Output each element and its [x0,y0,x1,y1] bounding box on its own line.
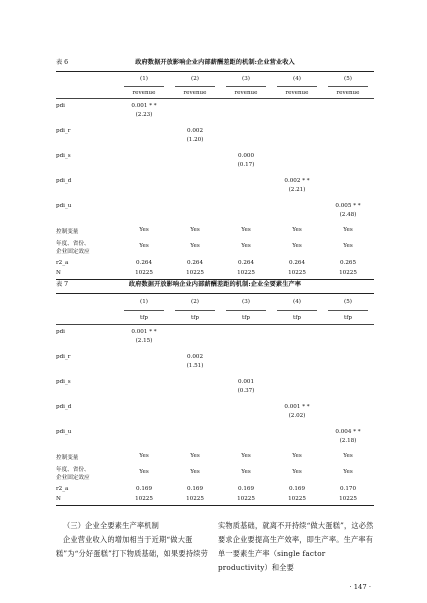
column-label: (3) [242,299,250,305]
row-label: pdi [56,329,65,335]
cell: 10225 [288,496,306,502]
table-6-caption [56,57,374,69]
row-label: 控制变量 [56,455,79,461]
cell: Yes [190,227,200,233]
cell: 0.264 [186,260,203,266]
t-statistic: (2.02) [288,413,306,419]
page-number: · 147 · [349,583,371,591]
table-row [56,174,374,199]
cell: Yes [139,453,149,459]
depvar-label: tfp [140,315,148,321]
cell: 0.265 [339,260,356,266]
paragraph-line: 实物质基础，就离不开持续“做大蛋糕”，这必然 [218,521,374,530]
cell: Yes [343,227,353,233]
t-statistic: (2.15) [135,338,153,344]
row-label: 年度、省份、 [56,467,90,473]
cell: 0.169 [237,486,254,492]
depvar-label: tfp [293,315,301,321]
coefficient: 0.004 * * [335,429,361,435]
depvar-label: revenue [132,90,156,96]
t-statistic: (1.51) [186,363,204,369]
coefficient: 0.001 * * [131,329,157,335]
table-6-r2-row [56,258,374,269]
column-label: (5) [344,299,352,305]
table-row [56,199,374,224]
table-7-n-row [56,495,374,505]
table-7-title: 政府数据开放影响企业内部薪酬差距的机制:企业全要素生产率 [128,281,302,288]
cell: 10225 [135,270,153,276]
row-label: pdi_r [56,354,71,360]
cell: Yes [241,453,251,459]
paragraph-line: 单一要素生产率（single factor productivity）和全要 [218,549,326,572]
cell: 0.264 [288,260,305,266]
cell: Yes [139,227,149,233]
cell: Yes [343,469,353,475]
section-heading: （三）企业全要素生产率机制 [63,521,160,530]
cell: 10225 [135,496,153,502]
depvar-label: revenue [336,90,360,96]
depvar-label: revenue [285,90,309,96]
table-6-depvar-row [56,87,374,98]
coefficient: 0.002 * * [284,178,310,184]
row-label: 控制变量 [56,229,79,235]
table-row [56,400,374,425]
body-text-left-column [56,519,208,561]
table-row [56,149,374,174]
t-statistic: (2.21) [288,187,306,193]
cell: 0.169 [288,486,305,492]
depvar-label: tfp [242,315,250,321]
t-statistic: (0.37) [237,388,255,394]
cell: Yes [292,227,302,233]
table-row [56,350,374,375]
table-row [56,425,374,450]
cell: Yes [343,243,353,249]
row-label: 年度、省份、 [56,241,90,247]
row-label: r2_a [56,260,69,266]
t-statistic: (2.48) [339,212,357,218]
table-7-depvar-row [56,311,374,324]
cell: 10225 [237,270,255,276]
table-7-number: 表 7 [56,281,69,288]
cell: Yes [241,227,251,233]
column-label: (5) [344,76,352,82]
coefficient: 0.000 [237,153,254,159]
t-statistic: (1.20) [186,137,204,143]
row-label: N [56,270,61,276]
row-label: pdi_r [56,128,71,134]
cell: Yes [292,453,302,459]
coefficient: 0.002 [186,128,203,134]
row-label: pdi_s [56,379,71,385]
paragraph-line: 糕”为“分好蛋糕”打下物质基础，如果要持续劳 [56,549,208,558]
cell: 10225 [237,496,255,502]
table-row [56,99,374,124]
column-label: (1) [140,299,148,305]
table-7-controls-row [56,450,374,463]
row-label: N [56,496,61,502]
column-label: (2) [191,299,199,305]
row-label: pdi_u [56,429,72,435]
table-6-number: 表 6 [56,59,69,66]
cell: Yes [190,453,200,459]
cell: Yes [190,243,200,249]
cell: Yes [292,243,302,249]
depvar-label: tfp [344,315,352,321]
table-6-fe-row [56,237,374,258]
table-6-column-header [56,72,374,87]
table-row [56,325,374,350]
table-7-column-header [56,294,374,311]
cell: Yes [241,469,251,475]
row-label: pdi_u [56,203,72,209]
table-6-n-row [56,269,374,279]
cell: 10225 [186,270,204,276]
cell: Yes [292,469,302,475]
coefficient: 0.002 [186,354,203,360]
table-6 [56,57,374,280]
row-label: pdi_d [56,178,72,184]
cell: 10225 [288,270,306,276]
table-7-r2-row [56,484,374,495]
cell: 10225 [186,496,204,502]
t-statistic: (2.23) [135,112,153,118]
column-label: (4) [293,299,301,305]
paragraph-line: 企业营业收入的增加相当于近期“做大蛋 [63,535,193,544]
coefficient: 0.001 * * [284,404,310,410]
coefficient: 0.001 * * [131,103,157,109]
row-label: 企业固定效应 [56,249,90,255]
cell: Yes [343,453,353,459]
table-7 [56,279,374,506]
column-label: (2) [191,76,199,82]
coefficient: 0.005 * * [335,203,361,209]
cell: 0.264 [237,260,254,266]
coefficient: 0.001 [237,379,254,385]
cell: 0.169 [186,486,203,492]
cell: Yes [190,469,200,475]
table-6-title: 政府数据开放影响企业内部薪酬差距的机制:企业营业收入 [135,59,295,66]
table-row [56,375,374,400]
cell: 0.264 [135,260,152,266]
table-7-caption [56,279,374,291]
t-statistic: (0.17) [237,162,255,168]
row-label: pdi_d [56,404,72,410]
table-row [56,124,374,149]
cell: Yes [139,243,149,249]
body-text-right-column [218,519,376,575]
cell: 10225 [339,270,357,276]
t-statistic: (2.18) [339,438,357,444]
cell: Yes [139,469,149,475]
column-label: (4) [293,76,301,82]
depvar-label: revenue [183,90,207,96]
cell: 10225 [339,496,357,502]
cell: 0.169 [135,486,152,492]
column-label: (3) [242,76,250,82]
column-label: (1) [140,76,148,82]
row-label: pdi [56,103,65,109]
depvar-label: revenue [234,90,258,96]
cell: Yes [241,243,251,249]
depvar-label: tfp [191,315,199,321]
row-label: 企业固定效应 [56,475,90,481]
row-label: r2_a [56,486,69,492]
table-6-controls-row [56,224,374,237]
paragraph-line: 要求企业要提高生产效率，即生产率。生产率有 [218,535,374,544]
cell: 0.170 [339,486,356,492]
table-7-fe-row [56,463,374,484]
row-label: pdi_s [56,153,71,159]
